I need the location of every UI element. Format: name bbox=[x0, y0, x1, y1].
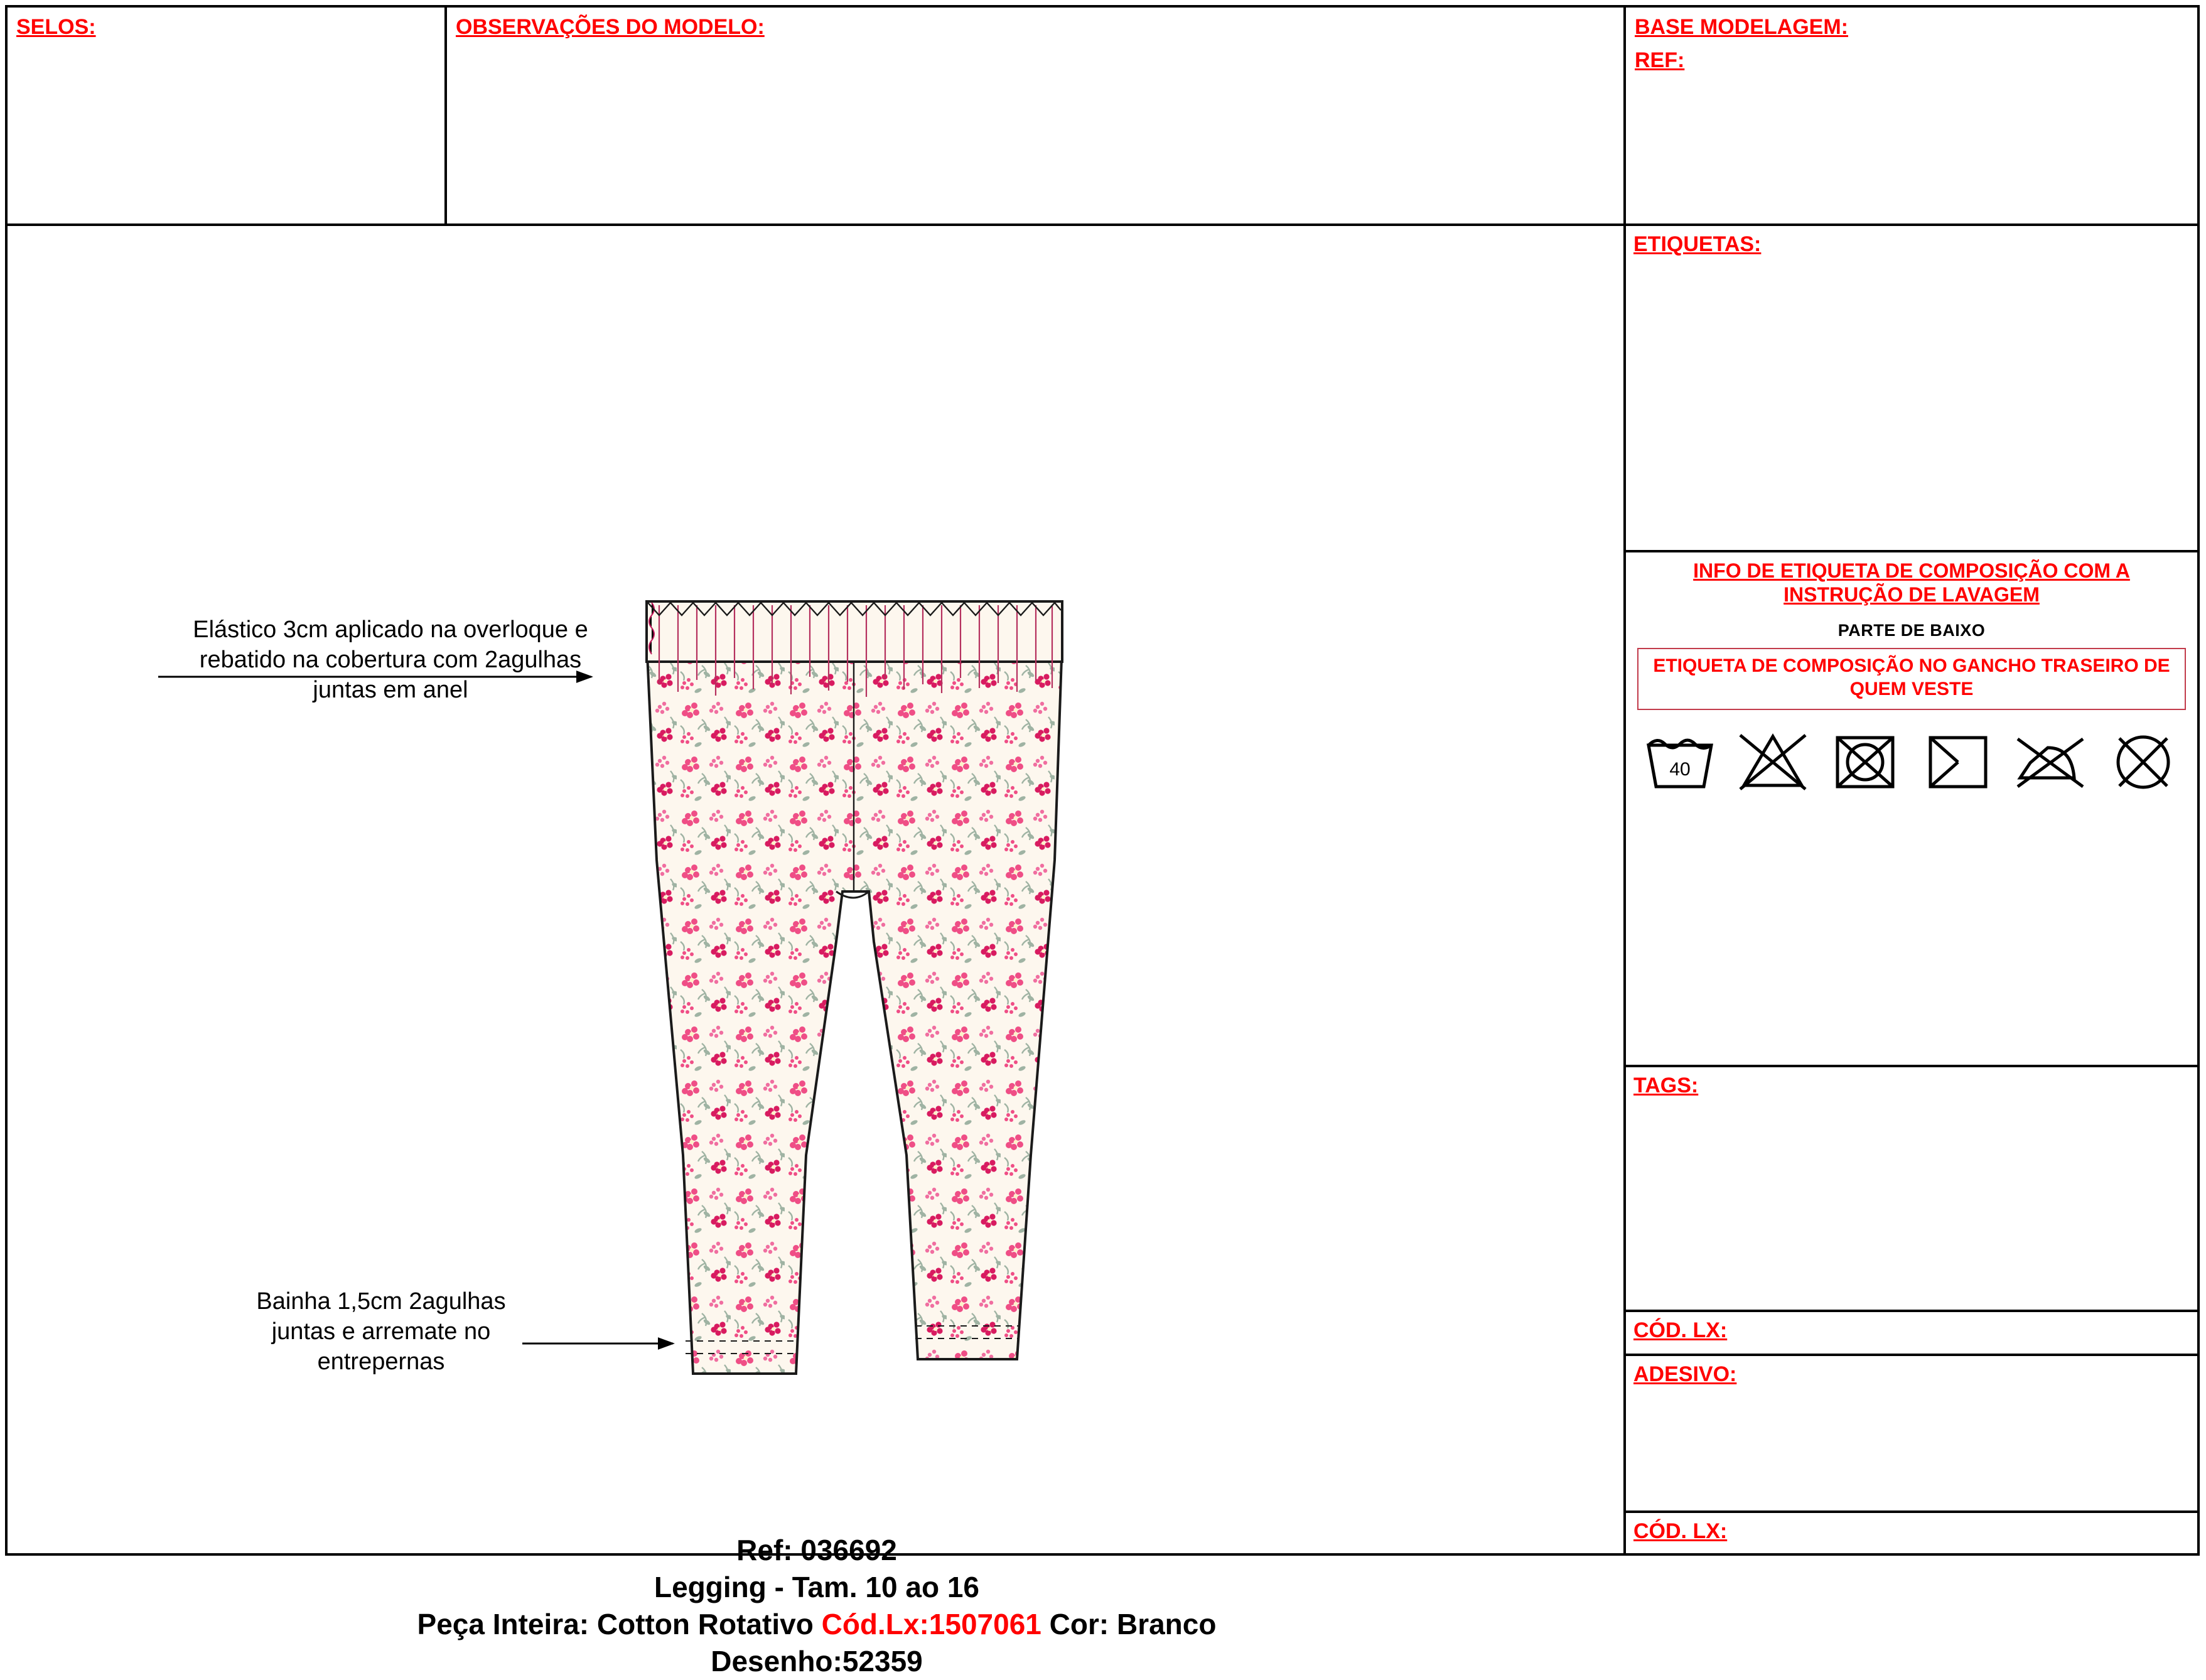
caption-fabric-code: Cód.Lx:1507061 bbox=[821, 1607, 1041, 1640]
caption-block bbox=[8, 1532, 1626, 1680]
tags-label: TAGS: bbox=[1633, 1074, 1699, 1097]
care-symbols-row bbox=[1632, 726, 2191, 792]
caption-ref: Ref: 036692 bbox=[736, 1534, 897, 1566]
base-modelagem-label: BASE MODELAGEM: bbox=[1635, 15, 1848, 39]
info-etiqueta-title: INFO DE ETIQUETA DE COMPOSIÇÃO COM A INSTRUÇÃO DE LAVAGEM bbox=[1693, 559, 2130, 606]
cod-lx-label-1: CÓD. LX: bbox=[1633, 1318, 1728, 1342]
legging-illustration bbox=[623, 590, 1087, 1438]
base-modelagem-cell bbox=[1626, 8, 2197, 223]
caption-model: Legging - Tam. 10 ao 16 bbox=[654, 1570, 980, 1603]
no-tumble-dry-icon bbox=[1829, 726, 1902, 792]
dry-flat-icon bbox=[1922, 726, 1994, 792]
cod-lx-section-2 bbox=[1626, 1513, 2197, 1556]
etiquetas-label: ETIQUETAS: bbox=[1633, 232, 1762, 256]
right-column bbox=[1626, 226, 2197, 1556]
ref-label: REF: bbox=[1635, 48, 1685, 72]
tech-sheet bbox=[5, 5, 2200, 1677]
cod-lx-label-2: CÓD. LX: bbox=[1633, 1519, 1728, 1543]
caption-fabric bbox=[8, 1606, 1626, 1643]
no-bleach-icon bbox=[1736, 726, 1809, 792]
etiquetas-section bbox=[1626, 226, 2197, 552]
info-etiqueta-section bbox=[1626, 552, 2197, 1067]
selos-cell bbox=[8, 8, 447, 223]
adesivo-label: ADESIVO: bbox=[1633, 1362, 1737, 1386]
info-etiqueta-subtitle: PARTE DE BAIXO bbox=[1837, 620, 1986, 640]
info-etiqueta-box: ETIQUETA DE COMPOSIÇÃO NO GANCHO TRASEIRO DE QUEM VESTE bbox=[1637, 648, 2186, 710]
svg-text:40: 40 bbox=[1669, 758, 1691, 780]
caption-fabric-suffix: Cor: Branco bbox=[1041, 1607, 1217, 1640]
callout-bainha-text: Bainha 1,5cm 2agulhas juntas e arremate no entrepernas bbox=[256, 1288, 506, 1375]
no-iron-icon bbox=[2014, 726, 2087, 792]
selos-label: SELOS: bbox=[16, 15, 96, 39]
tags-section bbox=[1626, 1067, 2197, 1312]
adesivo-section bbox=[1626, 1356, 2197, 1513]
drawing-area bbox=[8, 226, 1626, 1677]
callout-elastic-text: Elástico 3cm aplicado na overloque e rebatido na cobertura com 2agulhas juntas em anel bbox=[193, 617, 588, 703]
no-dry-clean-icon bbox=[2107, 726, 2180, 792]
wash-40-icon bbox=[1644, 726, 1716, 792]
caption-drawing: Desenho:52359 bbox=[711, 1644, 923, 1677]
header-row bbox=[8, 8, 2197, 226]
caption-fabric-prefix: Peça Inteira: Cotton Rotativo bbox=[417, 1607, 822, 1640]
cod-lx-section-1 bbox=[1626, 1312, 2197, 1356]
observacoes-cell bbox=[447, 8, 1626, 223]
observacoes-label: OBSERVAÇÕES DO MODELO: bbox=[456, 15, 765, 39]
